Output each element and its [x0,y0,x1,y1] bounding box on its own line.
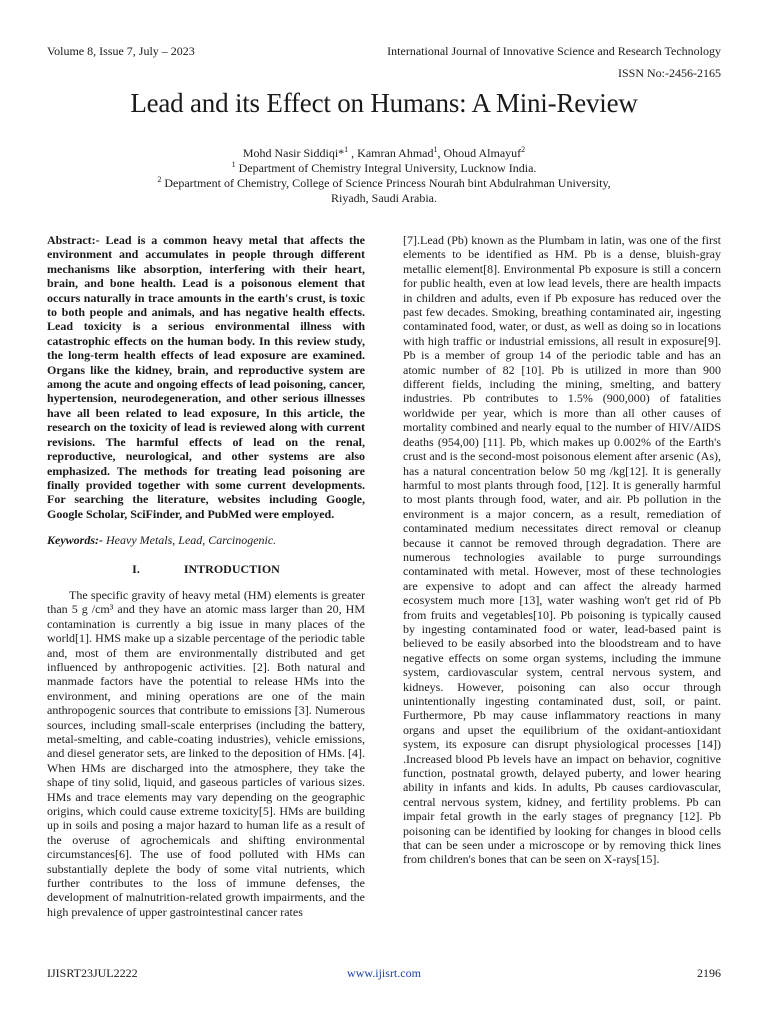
right-column [403,233,721,867]
paper-code: IJISRT23JUL2222 [47,966,138,980]
abstract: Abstract:- Lead is a common heavy metal that affects the environment and accumulates in people through different mechanisms like absorption, interfering with their heart, brain, and bone health. Lead is a poisonous element that occurs naturally in trace amounts in the earth's crust, is toxic to both people and animals, and has negative health effects. Lead toxicity is a serious environmental illness with catastrophic effects on the human body. In this review study, the long-term health effects of lead exposure are examined. Organs like the kidney, brain, and reproductive system are among the acute and ongoing effects of lead poisoning, cancer, hypertension, neurodegeneration, and other serious illnesses have all been related to lead exposure, In this article, the research on the toxicity of lead is reviewed along with current revisions. The harmful effects of lead on the renal, reproductive, neurological, and other systems are also emphasized. The methods for treating lead poisoning are finally provided together with some current developments. For searching the literature, websites including Google, Google Scholar, SciFinder, and PubMed were employed. [47,233,365,521]
paper-title: Lead and its Effect on Humans: A Mini-Review [130,88,638,118]
affiliation-mark: 1 [433,145,438,154]
author-name: Mohd Nasir Siddiqi* [242,146,345,160]
keywords [47,533,365,547]
issn-number: ISSN No:-2456-2165 [617,66,721,80]
affiliation-text: Department of Chemistry, College of Science Princess Nourah bint Abdulrahman University, [161,176,611,190]
affiliation-mark: 2 [157,175,162,184]
section-title: INTRODUCTION [183,561,280,576]
section-heading [47,562,365,576]
affiliation-1 [0,161,768,176]
affiliation-text: Department of Chemistry Integral University, Lucknow India. [235,161,537,175]
keywords-text: Heavy Metals, Lead, Carcinogenic. [103,533,277,548]
author-name: , Ohoud Almayuf [437,146,522,160]
introduction-paragraph: The specific gravity of heavy metal (HM) elements is greater than 5 g /cm³ and they have an atomic mass larger than 20, HM contamination is currently a big issue in many places of the world[1]. HMS make up a sizable percentage of the periodic table and, most of them are environmentally distributed and get influenced by anthropogenic activities. [2]. Both natural and manmade factors have the potential to release HMs into the environment, and mining operations are one of the main anthropogenic sources that contribute to emissions [3]. Numerous sources, including small-scale enterprises (including the battery, metal-smelting, and cable-coating industries), vehicle emissions, and diesel generator sets, are linked to the deposition of HMs. [4]. When HMs are discharged into the atmosphere, they take the shape of tiny solid, liquid, and gaseous particles of various sizes. HMs and trace elements may vary depending on the geographic origins, which could cause extreme toxicity[5]. HMs are building up in soils and posing a major hazard to human life as a result of the overuse of agrochemicals and shifting environmental circumstances[6]. The use of food polluted with HMs can substantially deplete the body of some vital nutrients, which further contributes to the loss of immune defenses, the development of malnutrition-related growth impairments, and the high prevalence of upper gastrointestinal cancer rates [47,587,365,919]
affiliation-2-city: Riyadh, Saudi Arabia. [331,191,437,205]
page-number: 2196 [697,966,721,980]
affiliation-mark: 1 [231,160,236,169]
section-number: I. [132,561,140,576]
author-name: , Kamran Ahmad [348,146,434,160]
journal-name: International Journal of Innovative Science and Research Technology [387,44,721,58]
author-line [0,146,768,161]
affiliation-mark: 2 [521,145,526,154]
introduction-continued: [7].Lead (Pb) known as the Plumbam in latin, was one of the first elements to be identified as HM. Pb is a dense, bluish-gray metallic element[8]. Environmental Pb exposure is still a concern for public health, even at low lead levels, there are health impacts in children and adults, even if Pb exposure has reduced over the past few decades. Smoking, breathing contaminated air, ingesting contaminated food, water, or dust, as well as doing so in locations with high traffic or industrial emissions, all result in exposure[9]. Pb is a member of group 14 of the periodic table and has an atomic number of 82 [10]. Pb is utilized in more than 900 different fields, including the mining, smelting, and battery industries. Pb contributes to 1.5% (900,000) of fatalities worldwide per year, which is more than all other causes of mortality combined and nearly equal to the number of HIV/AIDS deaths (954,00) [11]. Pb, which makes up 0.002% of the Earth's crust and is the second-most poisonous element after arsenic (As), has a natural concentration below 50 mg /kg[12]. It is generally harmful to most plants through food, [12]. It is generally harmful to most plants through food, water, and air. Pb pollution in the environment is a major concern, as a result, remediation of contaminated medium necessitates direct removal or cleanup because it cannot be removed through degradation. There are numerous technologies available to purge surroundings contaminated with metal. However, most of these technologies are expensive to adopt and can affect the already harmed ecosystem much more [13], water washing won't get rid of Pb from fruits and vegetables[10]. Pb poisoning is typically caused by ingesting contaminated food or water, lead-based paint is believed to be easily absorbed into the bloodstream and to have negative effects on some organ systems, including the immune system, cardiovascular system, central nervous system, and kidneys. However, poisoning can also occur through unintentionally ingesting contaminated dust, soil, or paint. Furthermore, Pb may cause inflammatory reactions in many organs and upset the equilibrium of the oxidant-antioxidant system, its exposure can disrupt physiological processes [14]) .Increased blood Pb levels have an impact on behavior, cognitive function, postnatal growth, delayed puberty, and lower hearing ability in infants and kids. In adults, Pb causes cardiovascular, central nervous system, kidney, and fertility problems. Pb can impair fetal growth in the early stages of pregnancy [12]. Pb poisoning can be identified by looking for changes in blood cells that can be seen under a microscope or by removing thick lines from children's bones that can be seen on X-rays[15]. [403,233,721,867]
volume-issue: Volume 8, Issue 7, July – 2023 [47,44,195,58]
journal-website-link[interactable]: www.ijisrt.com [347,966,421,980]
keywords-label: Keywords:- [47,533,103,548]
affiliation-2 [0,176,768,191]
affiliation-mark: 1 [344,145,349,154]
left-column [47,233,365,919]
author-block [0,146,768,206]
